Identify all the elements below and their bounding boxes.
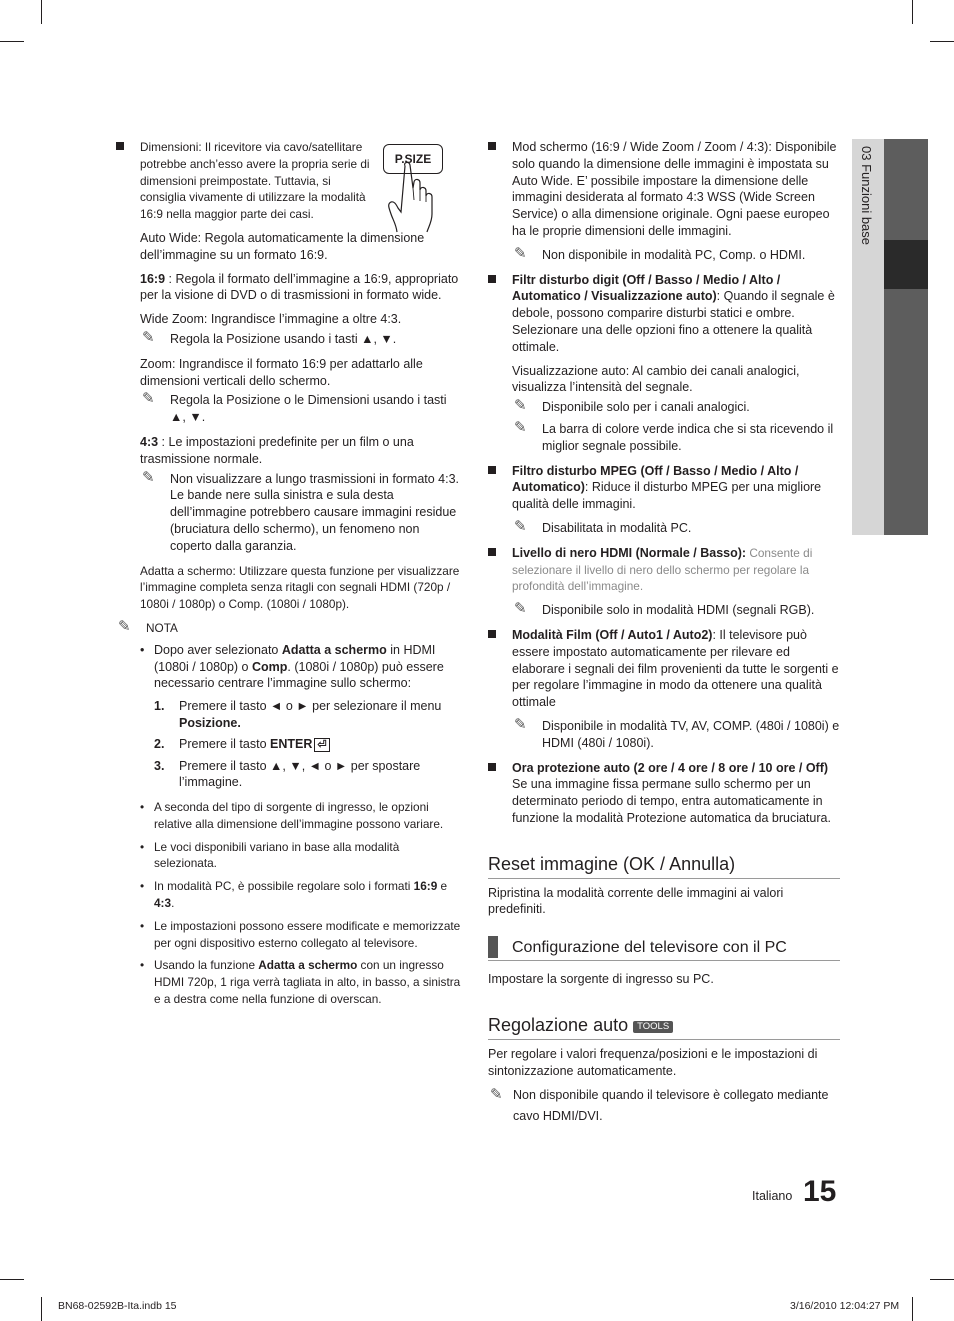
- b6-text-c: con un ingresso HDMI 720p, 1 riga verrà tagliata in alto, in basso, a sinistra e a destra come nella funzione di overscan.: [154, 958, 461, 1007]
- wide-zoom-title: Wide Zoom: [140, 312, 204, 327]
- dot-bullet-icon: •: [140, 839, 145, 854]
- note-bullet: [116, 957, 464, 1007]
- b4-text-e: .: [171, 896, 175, 911]
- b4-text-c: e: [437, 879, 448, 894]
- r43-note-text: Non visualizzare a lungo trasmissioni in formato 4:3. Le bande nere sulla sinistra e sula desta dell’immagine potrebbero causare immagini residue (bruciatura dello schermo), un fenomeno non coperto dalla garanzia.: [170, 471, 460, 553]
- step-text: Premere il tasto ◄ o ► per selezionare il menu: [179, 699, 442, 714]
- dot-bullet-icon: •: [140, 918, 145, 933]
- chapter-tab-marker: [884, 240, 928, 289]
- heading-bar: [488, 936, 498, 958]
- mpeg-title: Filtro disturbo MPEG (Off / Basso / Medio / Alto / Automatico): [512, 463, 799, 495]
- square-bullet-icon: [488, 275, 496, 283]
- nero-note: [512, 602, 840, 619]
- mod-title: Mod schermo (16:9 / Wide Zoom / Zoom / 4:3): [512, 140, 769, 154]
- note-bullet: [116, 839, 464, 873]
- note-bullet: [116, 918, 464, 952]
- regol-note-text: Non disponibile quando il televisore è collegato mediante cavo HDMI/DVI.: [513, 1087, 829, 1123]
- crop-mark: [0, 1279, 24, 1280]
- step-text: Premere il tasto: [179, 736, 271, 751]
- dot-bullet-icon: •: [140, 800, 145, 815]
- r169-text: : Regola il formato dell’immagine a 16:9, appropriato per la visione di DVD o di trasmissioni in formato wide.: [140, 271, 459, 303]
- filtr-title: Filtr disturbo digit (Off / Basso / Medio / Alto / Automatico / Visualizzazione auto): [512, 272, 781, 304]
- crop-mark: [912, 0, 913, 24]
- square-bullet-icon: [488, 763, 496, 771]
- r169-title: 16:9: [140, 271, 166, 286]
- mpeg-item: [488, 463, 840, 513]
- r43-text: : Le impostazioni predefinite per un film o una trasmissione normale.: [140, 434, 414, 466]
- b1-text-a: Dopo aver selezionato: [154, 642, 282, 657]
- b4-text-d: 4:3: [154, 896, 172, 911]
- filtr-text: : Quando il segnale è debole, possono comparire disturbi statici e ombre. Selezionare una delle opzioni fino a ottenere la qualità ottimale.: [512, 289, 835, 354]
- crop-mark: [41, 1297, 42, 1321]
- ora-title: Ora protezione auto (2 ore / 4 ore / 8 ore / 10 ore / Off): [512, 760, 829, 775]
- b4-text-b: 16:9: [413, 879, 438, 894]
- config-heading: [488, 936, 840, 961]
- b6-text-a: Usando la funzione: [154, 958, 259, 973]
- b1-text-b: Adatta a schermo: [281, 642, 387, 657]
- nero-item: [488, 545, 840, 595]
- nero-text: Consente di selezionare il livello di nero dello schermo per regolare la profondità dell’immagine.: [512, 545, 813, 594]
- note-bullet: [116, 878, 464, 912]
- chapter-tab-label: 03 Funzioni base: [859, 146, 874, 246]
- square-bullet-icon: [488, 466, 496, 474]
- tools-badge-icon: TOOLS: [633, 1021, 673, 1033]
- vis-note1-text: Disponibile solo per i canali analogici.: [542, 400, 750, 415]
- step-text: Premere il tasto ▲, ▼, ◄ o ► per spostare l’immagine.: [179, 758, 421, 790]
- step-bold: ENTER: [270, 736, 313, 751]
- r43-note: [140, 468, 464, 555]
- regol-heading-text: Regolazione auto: [488, 1015, 629, 1036]
- mpeg-text: : Riduce il disturbo MPEG per una migliore qualità delle immagini.: [512, 480, 822, 512]
- wide-zoom-note-text: Regola la Posizione usando i tasti ▲, ▼.: [170, 331, 397, 346]
- step-number: 1.: [154, 699, 165, 714]
- note-pen-icon: ✎: [118, 617, 131, 635]
- vis-note: [512, 399, 840, 416]
- square-bullet-icon: [488, 548, 496, 556]
- mod-schermo-item: [488, 139, 840, 240]
- dot-bullet-icon: •: [140, 642, 145, 657]
- enter-key-icon: ⏎: [314, 738, 329, 752]
- b1-text-d: Comp: [252, 659, 288, 674]
- note-bullet: [116, 642, 464, 692]
- b5-text: Le impostazioni possono essere modificate e memorizzate per ogni dispositivo esterno collegato al televisore.: [154, 918, 461, 950]
- adatta-item: [116, 563, 464, 613]
- step-item: [116, 698, 464, 732]
- reset-text: Ripristina la modalità corrente delle immagini ai valori predefiniti.: [488, 885, 784, 917]
- crop-mark: [0, 41, 24, 42]
- right-column: [488, 139, 840, 1132]
- b2-text: A seconda del tipo di sorgente di ingresso, le opzioni relative alla dimensione dell’immagine possono variare.: [154, 800, 444, 831]
- slug-date: 3/16/2010 12:04:27 PM: [790, 1300, 900, 1312]
- mod-text-a: : Disponibile solo quando la dimensione delle immagini è impostata su: [512, 140, 837, 171]
- b6-text-b: Adatta a schermo: [258, 958, 358, 973]
- vis-item: [488, 363, 840, 397]
- mod-text-c: . E’ possibile impostare la dimensione delle immagini desiderata al formato 4:3 WSS (Wide Screen Service) o alla dimensione originale. Ogni paese europeo ha le proprie dimensioni delle immagini.: [512, 173, 830, 238]
- vis-note2-text: La barra di colore verde indica che si sta ricevendo il miglior segnale possibile.: [542, 421, 834, 453]
- wide-zoom-item: [116, 311, 464, 328]
- mpeg-note: [512, 517, 840, 537]
- film-item: [488, 627, 840, 711]
- note-bullet: [116, 799, 464, 833]
- auto-wide-item: [116, 230, 464, 264]
- note-pen-icon: ✎: [514, 244, 527, 262]
- crop-mark: [41, 0, 42, 24]
- note-pen-icon: ✎: [514, 715, 527, 733]
- chapter-tab-strip: [884, 139, 928, 535]
- left-column: [116, 139, 464, 1014]
- vis-note: [512, 418, 840, 455]
- film-note-text: Disponibile in modalità TV, AV, COMP. (480i / 1080i) e HDMI (480i / 1080i).: [542, 718, 840, 750]
- nero-note-text: Disponibile solo in modalità HDMI (segnali RGB).: [542, 603, 815, 618]
- note-pen-icon: ✎: [142, 328, 155, 346]
- zoom-note-text: Regola la Posizione o le Dimensioni usando i tasti ▲, ▼.: [170, 393, 447, 425]
- reset-heading: Reset immagine (OK / Annulla): [488, 853, 840, 879]
- psize-button-label: P.SIZE: [383, 144, 443, 174]
- b3-text: Le voci disponibili variano in base alla modalità selezionata.: [154, 839, 400, 871]
- mpeg-note-text: Disabilitata in modalità PC.: [542, 520, 692, 535]
- step-number: 3.: [154, 758, 165, 773]
- ora-text: Se una immagine fissa permane sullo schermo per un determinato periodo di tempo, entra automaticamente in funzione la modalità Protezione automatica da bruciatura.: [512, 777, 831, 825]
- step-item: [116, 736, 464, 754]
- note-pen-icon: ✎: [490, 1085, 503, 1103]
- auto-wide-text: : Regola automaticamente la dimensione dell’immagine su un formato 16:9.: [140, 230, 425, 262]
- crop-mark: [930, 41, 954, 42]
- r43-item: [116, 434, 464, 468]
- zoom-item: [116, 356, 464, 390]
- mod-note-text: Non disponibile in modalità PC, Comp. o HDMI.: [542, 247, 806, 262]
- note-pen-icon: ✎: [514, 397, 527, 415]
- ora-item: [488, 760, 840, 827]
- note-pen-icon: ✎: [514, 600, 527, 618]
- dimensioni-text: : Il ricevitore via cavo/satellitare potrebbe anch’esso avere la propria serie di dimensioni preimpostate. Tuttavia, si consiglia vivamente di utilizzare la modalità 16:9 nella maggior parte dei casi.: [140, 140, 370, 222]
- regol-note: [488, 1085, 840, 1127]
- film-title: Modalità Film (Off / Auto1 / Auto2): [512, 627, 713, 642]
- config-heading-text: Configurazione del televisore con il PC: [512, 939, 787, 957]
- zoom-text: : Ingrandisce il formato 16:9 per adattarlo alle dimensioni verticali dello schermo.: [140, 356, 423, 388]
- dot-bullet-icon: •: [140, 879, 145, 894]
- b1-text-e: . (1080i / 1080p) può essere necessario centrare l’immagine sullo schermo:: [154, 659, 444, 691]
- wide-zoom-text: : Ingrandisce l’immagine a oltre 4:3.: [203, 312, 402, 327]
- crop-mark: [930, 1279, 954, 1280]
- adatta-text: : Utilizzare questa funzione per visualizzare l’immagine completa senza ritagli con segnali HDMI (720p / 1080i / 1080p) o Comp. (1080i / 1080p).: [140, 563, 460, 612]
- vis-text: : Al cambio dei canali analogici, visualizza l’intensità del segnale.: [512, 363, 800, 395]
- mod-text-b: Auto Wide: [512, 173, 570, 188]
- step-number: 2.: [154, 736, 165, 751]
- slug-file: BN68-02592B-Ita.indb 15: [58, 1300, 177, 1312]
- dimensioni-item: [116, 139, 370, 223]
- note-pen-icon: ✎: [514, 517, 527, 535]
- wide-zoom-note: [140, 328, 464, 348]
- r43-title: 4:3: [140, 434, 159, 449]
- footer-language: Italiano: [752, 1189, 793, 1203]
- zoom-title: Zoom: [140, 356, 172, 371]
- step-item: [116, 758, 464, 792]
- filtr-item: [488, 272, 840, 356]
- square-bullet-icon: [116, 142, 124, 150]
- regol-heading: [488, 1014, 840, 1040]
- b1-text-c: in HDMI (1080i / 1080p) o: [154, 642, 436, 674]
- dimensioni-title: Dimensioni: [140, 140, 199, 154]
- regol-text: Per regolare i valori frequenza/posizioni e le impostazioni di sintonizzazione automaticamente.: [488, 1047, 818, 1078]
- dot-bullet-icon: •: [140, 958, 145, 973]
- auto-wide-title: Auto Wide: [140, 230, 198, 245]
- step-bold: Posizione.: [179, 715, 241, 730]
- b4-text-a: In modalità PC, è possibile regolare solo i formati: [154, 879, 414, 894]
- film-text: : Il televisore può essere impostato automaticamente per rilevare ed elaborare i segnali dei film provenienti da tutte le sorgenti e per regolare l’immagine in modo da ottenere una qualità ottimale: [512, 627, 839, 710]
- note-pen-icon: ✎: [142, 390, 155, 408]
- r169-item: [116, 271, 464, 305]
- nota-heading: [116, 617, 464, 637]
- zoom-note: [140, 392, 464, 426]
- adatta-title: Adatta a schermo: [140, 563, 233, 578]
- note-pen-icon: ✎: [142, 468, 155, 486]
- film-note: [512, 715, 840, 752]
- page-number: 15: [803, 1175, 837, 1208]
- vis-title: Visualizzazione auto: [512, 363, 626, 378]
- nero-title: Livello di nero HDMI (Normale / Basso):: [512, 545, 747, 560]
- square-bullet-icon: [488, 142, 496, 150]
- config-text: Impostare la sorgente di ingresso su PC.: [488, 972, 714, 987]
- nota-label: NOTA: [146, 620, 178, 635]
- square-bullet-icon: [488, 630, 496, 638]
- note-pen-icon: ✎: [514, 418, 527, 436]
- crop-mark: [912, 1297, 913, 1321]
- mod-note: [512, 244, 840, 264]
